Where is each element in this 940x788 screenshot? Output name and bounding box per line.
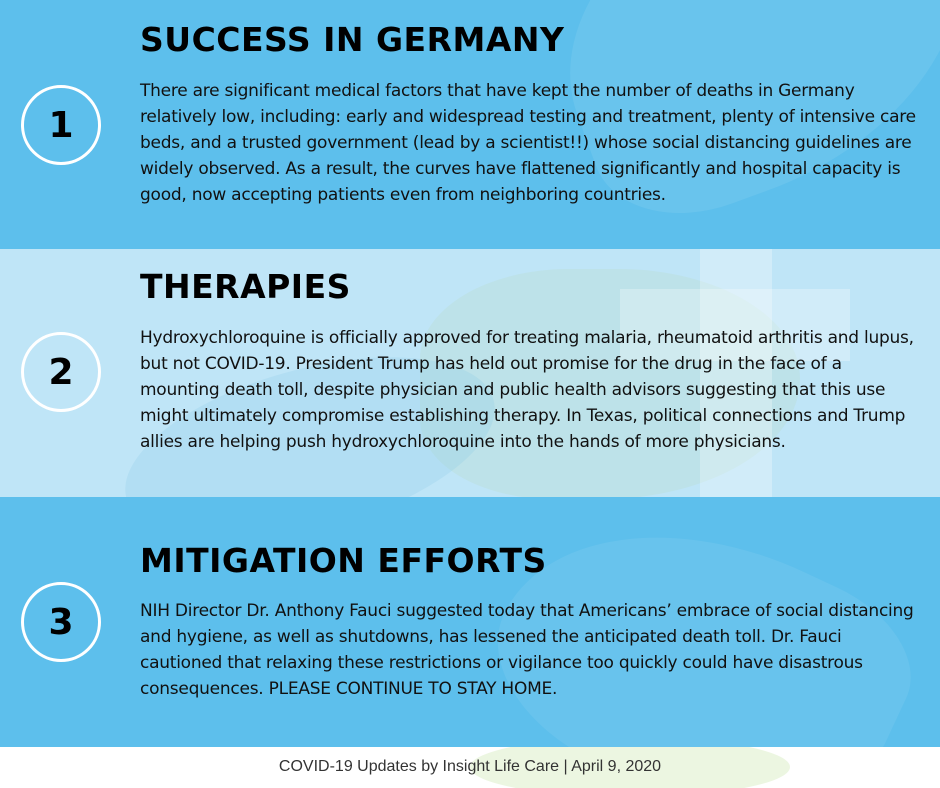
section-body: NIH Director Dr. Anthony Fauci suggested today that Americans’ embrace of social distancing and hygiene, as well as shutdowns, has lessened the anticipated death toll. Dr. Fauci cautioned that relaxing these restrictions or vigilance too quickly could have disastrous consequences. PLEASE CONTINUE TO STAY HOME.: [140, 601, 914, 699]
section-number-badge: 1: [21, 85, 101, 165]
footer-credit: COVID-19 Updates by Insight Life Care | April 9, 2020: [278, 758, 662, 775]
section-number-badge: 2: [21, 332, 101, 412]
footer: [0, 747, 940, 788]
section-body: There are significant medical factors that have kept the number of deaths in Germany relatively low, including: early and widespread testing and treatment, plenty of intensive care beds, and a trusted government (lead by a scientist!!) whose social distancing guidelines are widely observed. As a result, the curves have flattened significantly and hospital capacity is good, now accepting patients even from neighboring countries.: [140, 81, 916, 205]
section-body: Hydroxychloroquine is officially approved for treating malaria, rheumatoid arthritis and lupus, but not COVID-19. President Trump has held out promise for the drug in the face of a mounting death toll, despite physician and public health advisors suggesting that this use might ultimately compromise establishing therapy. In Texas, political connections and Trump allies are helping push hydroxychloroquine into the hands of more physicians.: [140, 328, 914, 452]
section-success-in-germany: [0, 0, 940, 249]
section-title: THERAPIES: [140, 267, 351, 306]
section-title: SUCCESS IN GERMANY: [140, 20, 565, 59]
section-number-badge: 3: [21, 582, 101, 662]
section-therapies: [0, 249, 940, 497]
section-mitigation-efforts: [0, 497, 940, 747]
section-title: MITIGATION EFFORTS: [140, 541, 547, 580]
